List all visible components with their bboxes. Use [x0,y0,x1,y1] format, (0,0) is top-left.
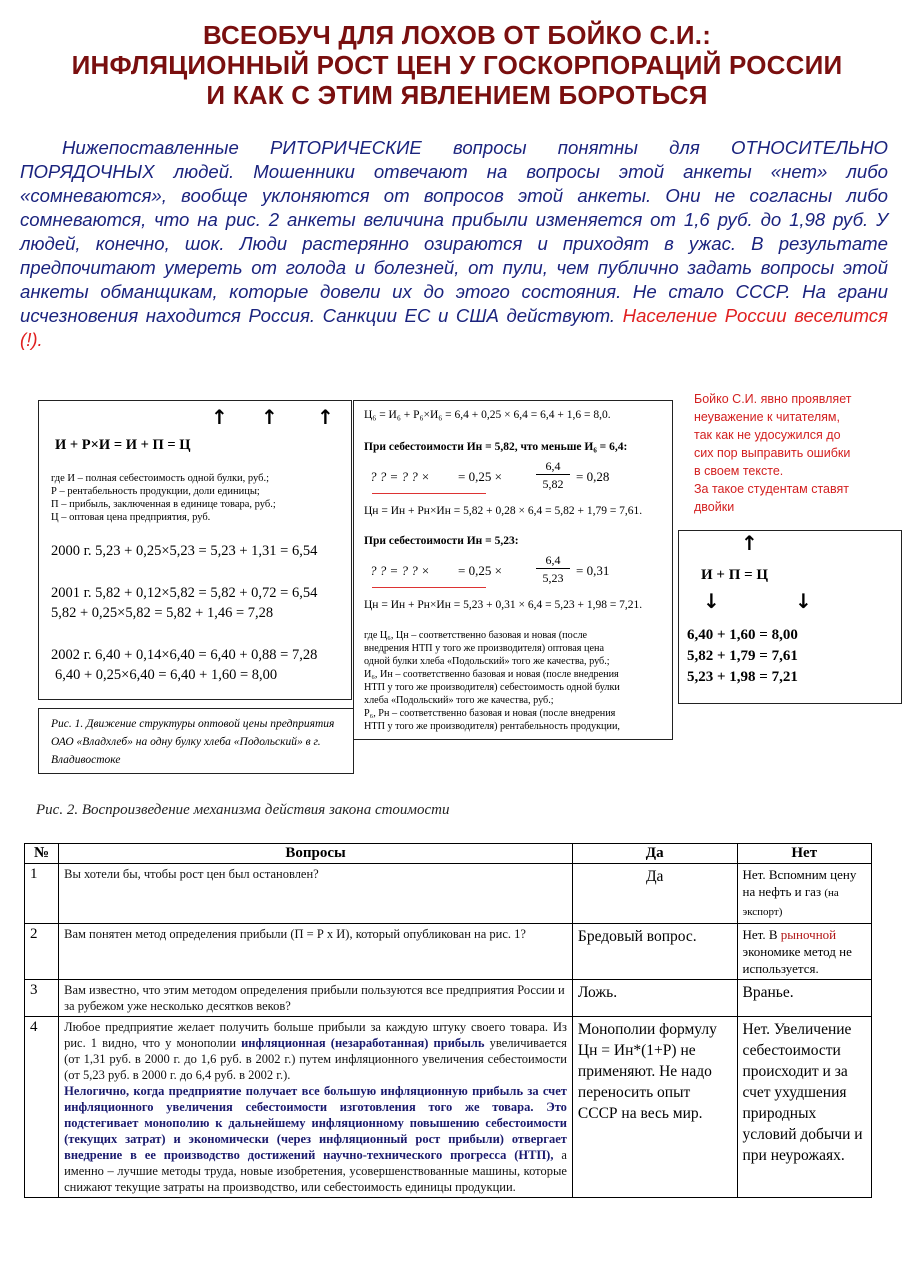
figure-1-caption-box [38,708,354,774]
fig2-heading-1: При себестоимости Ин = 5,82, что меньше И₆ = 6,4: [364,441,628,453]
arrow-up-icon: ↑ [211,405,228,429]
fig2-frac1-den: 5,82 [542,477,564,491]
fig2-legend-line: И₆, Ин – соответственно базовая и новая (после внедрения [364,669,619,680]
row-yes: Да [572,864,737,924]
note-line: неуважение к читателям, [694,410,840,424]
row-question: Вам понятен метод определения прибыли (П = Р х И), который опубликован на рис. 1? [59,924,573,980]
title-line-2: ИНФЛЯЦИОННЫЙ РОСТ ЦЕН У ГОСКОРПОРАЦИЙ РОССИИ [71,50,843,80]
fig3-formula: И + П = Ц [701,567,769,583]
row-yes: Бредовый вопрос. [572,924,737,980]
table-row [25,924,872,980]
fig2-frac1-mid: = 0,25 × [458,469,502,484]
fig2-legend-line: хлеба «Подольский» того же качества, руб.; [364,695,554,706]
row-yes: Монополии формулу Цн = Ин*(1+Р) не применяют. Не надо переносить опыт СССР на весь мир. [572,1017,737,1198]
fig1-caption: Рис. 1. Движение структуры оптовой цены предприятия ОАО «Владхлеб» на одну булку хлеба «Подольский» в г. Владивостоке [51,718,335,766]
fig1-year-2002a: 2002 г. 6,40 + 0,14×6,40 = 6,40 + 0,88 = 7,28 [51,647,318,663]
fig2-legend-line: внедрения НТП у того же производителя) оптовая цена [364,643,604,654]
row-num: 2 [25,924,59,980]
fig2-line-2: Цн = Ин + Рн×Ин = 5,82 + 0,28 × 6,4 = 5,82 + 1,79 = 7,61. [364,505,643,517]
table-header-row [25,844,872,864]
fig2-frac1-result: = 0,28 [576,469,610,484]
note-line: сих пор выправить ошибки [694,446,851,460]
fig1-formula: И + Р×И = И + П = Ц [55,437,191,453]
fig2-heading-2: При себестоимости Ин = 5,23: [364,535,519,547]
note-line: так как не удосужился до [694,428,841,442]
col-header-yes: Да [572,844,737,864]
fig2-frac1-lhs: ? ? = ? ? × [370,469,430,484]
table-row [25,864,872,924]
fig2-frac2-mid: = 0,25 × [458,563,502,578]
red-underline [372,493,486,494]
fig2-legend-line: НТП у того же производителя) себестоимость одной булки [364,682,620,693]
q4-bold-paragraph: Нелогично, когда предприятие получает все большую инфляционную прибыль за счет инфляционного увеличения себестоимости изготовления того же товара. Это подстегивает монополию к дальнейшему инфляционному повышению себестоимости (текущих затрат) и экономически (через инфляционный рост прибыли) отвергает внедрение в ее производство достижений научно-технического прогресса (НТП), [64,1084,567,1162]
fig3-result-3: 5,23 + 1,98 = 7,21 [687,669,798,685]
row-no-text: Нет. В [742,927,778,942]
q4-bold-term: инфляционная (незаработанная) прибыль [241,1036,485,1050]
fig1-legend-line: Ц – оптовая цена предприятия, руб. [51,512,211,523]
row-no-text: экономике метод не используется. [742,944,852,976]
fig2-legend-line: одной булки хлеба «Подольский» того же качества, руб.; [364,656,610,667]
fig2-legend-line: НТП у того же производителя) рентабельность продукции, [364,721,620,732]
col-header-no: Нет [737,844,872,864]
col-header-num: № [25,844,59,864]
title-line-3: И КАК С ЭТИМ ЯВЛЕНИЕМ БОРОТЬСЯ [206,80,708,110]
row-no-text: Нет. Вспомним цену на нефть и газ [742,867,857,899]
row-yes: Ложь. [572,980,737,1017]
arrow-down-icon: ↓ [795,589,812,613]
table-row [25,980,872,1017]
note-line: За такое студентам ставят [694,482,849,496]
fig2-caption: Рис. 2. Воспроизведение механизма действия закона стоимости [36,802,450,818]
arrow-up-icon: ↑ [317,405,334,429]
page-title [0,20,914,110]
arrow-down-icon: ↓ [703,589,720,613]
intro-blue-text: Нижепоставленные РИТОРИЧЕСКИЕ вопросы понятны для ОТНОСИТЕЛЬНО ПОРЯДОЧНЫХ людей. Мошенники отвечают на вопросы этой анкеты «нет» либо «сомневаются», вообще уклоняются от вопросов этой анкеты. Они не согласны либо сомневаются, что на рис. 2 анкеты величина прибыли изменяется от 1,6 руб. до 1,98 руб. У людей, конечно, шок. Люди растерянно озираются и приходят в ужас. В результате предпочитают умереть от голода и болезней, от пули, чем публично задать вопросы этой анкеты обманщикам, которые довели их до этого состояния. Не стало СССР. На грани исчезновения находится Россия. Санкции ЕС и США действуют. [20,137,888,326]
q4-text: увеличивается (от 1,31 руб. в 2000 г. до 1,6 руб. в 2002 г.) путем инфляционного увеличения себестоимости (от 5,23 руб. в 2000 г. до 6,4 руб. в 2002 г.). [64,1036,567,1082]
questionnaire-table [24,843,872,1198]
fig1-legend-line: Р – рентабельность продукции, доли единицы; [51,486,260,497]
intro-paragraph [20,136,888,352]
q4-text: Любое предприятие желает получить больше прибыли за каждую штуку своего товара. Из рис. 1 видно, что у монополии [64,1020,567,1050]
red-underline [372,587,486,588]
note-line: Бойко С.И. явно проявляет [694,392,852,406]
row-no [737,924,872,980]
fig1-year-2001a: 2001 г. 5,82 + 0,12×5,82 = 5,82 + 0,72 = 6,54 [51,585,318,601]
row-question: Вы хотели бы, чтобы рост цен был остановлен? [59,864,573,924]
row-no: Нет. Увеличение себестоимости происходит и за счет ухудшения природных условий добычи и при неурожаях. [737,1017,872,1198]
figure-1-box [38,400,352,700]
intro-red-text: Население России веселится (!). [20,305,888,350]
fig1-year-2002b: 6,40 + 0,25×6,40 = 6,40 + 1,60 = 8,00 [55,667,278,683]
fig1-legend-line: где И – полная себестоимость одной булки, руб.; [51,473,270,484]
row-no [737,864,872,924]
row-question: Вам известно, что этим методом определения прибыли пользуются все предприятия России и за рубежом уже несколько десятков веков? [59,980,573,1017]
col-header-questions: Вопросы [59,844,573,864]
row-no: Вранье. [737,980,872,1017]
fig2-frac2-den: 5,23 [542,571,564,585]
figure-2-box [353,400,673,740]
row-num: 1 [25,864,59,924]
fig2-frac2-lhs: ? ? = ? ? × [370,563,430,578]
fig2-line-3: Цн = Ин + Рн×Ин = 5,23 + 0,31 × 6,4 = 5,23 + 1,98 = 7,21. [364,599,643,611]
row-no-note: (на экспорт) [742,887,839,918]
title-line-1: ВСЕОБУЧ ДЛЯ ЛОХОВ ОТ БОЙКО С.И.: [202,20,712,50]
row-question [59,1017,573,1198]
row-no-red-word: рыночной [780,927,837,942]
arrow-up-icon: ↑ [741,531,758,555]
fig1-legend-line: П – прибыль, заключенная в единице товара, руб.; [51,499,276,510]
fig2-frac1-num: 6,4 [536,459,570,475]
fig1-year-2000: 2000 г. 5,23 + 0,25×5,23 = 5,23 + 1,31 = 6,54 [51,543,318,559]
fig2-frac2-num: 6,4 [536,553,570,569]
note-line: двойки [694,500,735,514]
q4-text: а именно – лучшие методы труда, новые изобретения, усовершенствованные машины, которые снижают текущие затраты на производство, или себестоимость единицы продукции. [64,1148,567,1194]
fig3-result-1: 6,40 + 1,60 = 8,00 [687,627,798,643]
fig2-legend-line: Р₆, Рн – соответственно базовая и новая (после внедрения [364,708,616,719]
row-num: 3 [25,980,59,1017]
figure-3-box [678,530,902,704]
fig2-legend-line: где Ц₆, Цн – соответственно базовая и новая (после [364,630,588,641]
fig3-result-2: 5,82 + 1,79 = 7,61 [687,648,798,664]
red-note [694,390,894,516]
fig2-frac2-result: = 0,31 [576,563,610,578]
row-num: 4 [25,1017,59,1198]
table-row [25,1017,872,1198]
fig2-line-1: Ц₆ = И₆ + Р₆×И₆ = 6,4 + 0,25 × 6,4 = 6,4 + 1,6 = 8,0. [364,409,611,421]
fig1-year-2001b: 5,82 + 0,25×5,82 = 5,82 + 1,46 = 7,28 [51,605,274,621]
arrow-up-icon: ↑ [261,405,278,429]
note-line: в своем тексте. [694,464,784,478]
